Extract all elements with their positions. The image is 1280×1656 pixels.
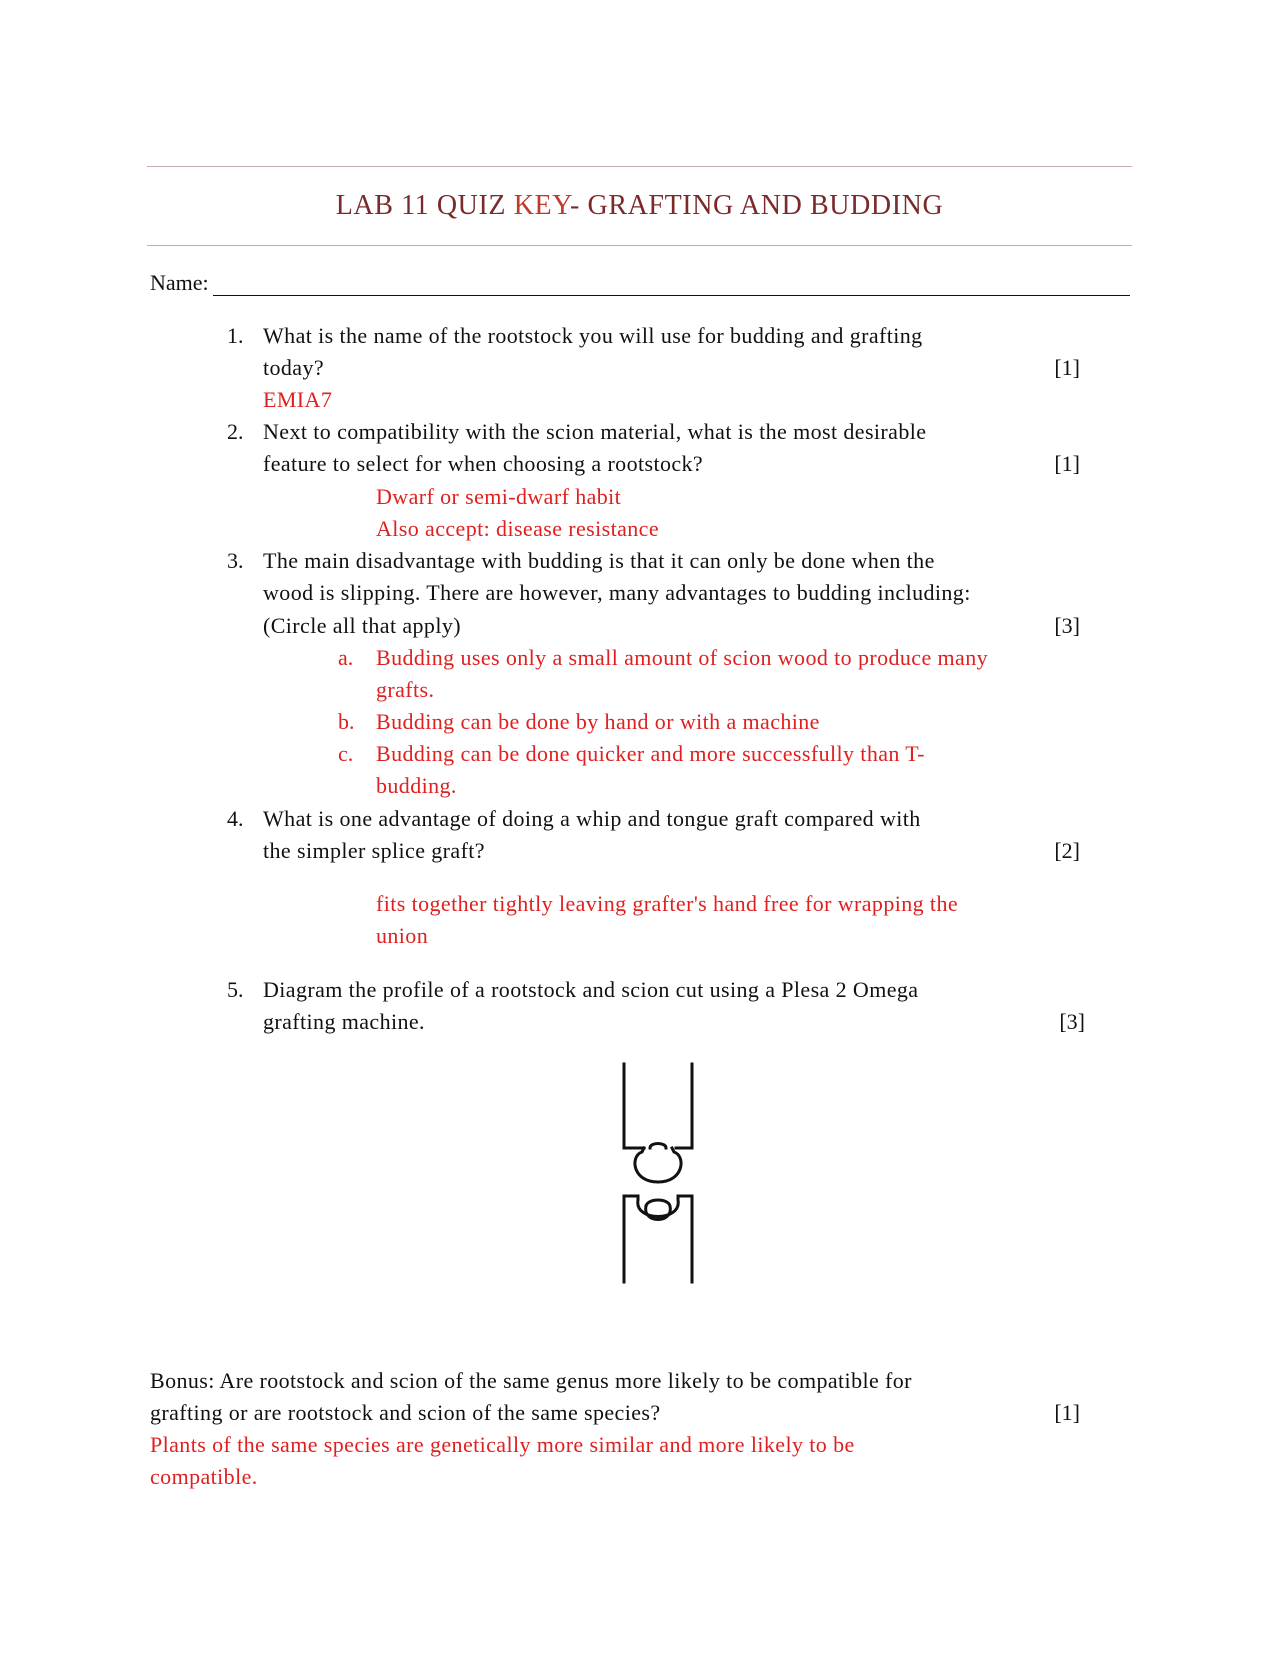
title-key: KEY — [513, 190, 570, 221]
bonus-line-1: Bonus: Are rootstock and scion of the same genus more likely to be compatible for — [150, 1368, 912, 1393]
q1-line-2: today? — [263, 355, 325, 380]
q3-option-b-line-1: Budding can be done by hand or with a machine — [376, 709, 820, 734]
q2-answer-2: Also accept: disease resistance — [376, 516, 660, 541]
bonus-points: [1] — [1054, 1400, 1080, 1425]
name-label: Name: — [150, 270, 209, 295]
q2-line-2: feature to select for when choosing a rootstock? — [263, 451, 704, 476]
q3-line-2: wood is slipping. There are however, many advantages to budding including: — [263, 580, 971, 605]
q4-answer-2: union — [376, 923, 429, 948]
q4-number: 4. — [227, 806, 244, 831]
q4-line-2: the simpler splice graft? — [263, 838, 485, 863]
q3-option-a-letter: a. — [338, 645, 354, 670]
q3-line-3: (Circle all that apply) — [263, 613, 461, 638]
top-rule — [147, 166, 1132, 167]
q5-line-1: Diagram the profile of a rootstock and scion cut using a Plesa 2 Omega — [263, 977, 919, 1002]
bonus-answer-2: compatible. — [150, 1464, 258, 1489]
q1-answer: EMIA7 — [263, 387, 333, 412]
q2-answer-1: Dwarf or semi-dwarf habit — [376, 484, 622, 509]
q1-line-1: What is the name of the rootstock you will use for budding and grafting — [263, 323, 923, 348]
title-main: LAB 11 QUIZ — [335, 190, 514, 221]
bonus-answer-1: Plants of the same species are genetically more similar and more likely to be — [150, 1432, 855, 1457]
rootstock-profile — [624, 1064, 692, 1148]
q4-points: [2] — [1054, 838, 1080, 863]
q3-points: [3] — [1054, 613, 1080, 638]
page-title — [147, 190, 1132, 222]
bottom-rule — [147, 245, 1132, 246]
q3-option-a-line-1: Budding uses only a small amount of scion wood to produce many — [376, 645, 988, 670]
q3-option-c-line-2: budding. — [376, 773, 457, 798]
q2-points: [1] — [1054, 451, 1080, 476]
name-field[interactable] — [150, 270, 1130, 296]
q3-option-c-letter: c. — [338, 741, 354, 766]
rootstock-omega-inner — [650, 1144, 666, 1149]
name-blank[interactable] — [213, 275, 1130, 296]
q3-option-a-line-2: grafts. — [376, 677, 435, 702]
rootstock-omega-tongue — [635, 1148, 681, 1182]
q3-number: 3. — [227, 548, 244, 573]
q5-points: [3] — [1059, 1009, 1085, 1034]
q3-option-b-letter: b. — [338, 709, 355, 734]
q5-number: 5. — [227, 977, 244, 1002]
scion-profile — [624, 1196, 692, 1282]
bonus-line-2: grafting or are rootstock and scion of the same species? — [150, 1400, 661, 1425]
q3-line-1: The main disadvantage with budding is that it can only be done when the — [263, 548, 935, 573]
q4-line-1: What is one advantage of doing a whip and tongue graft compared with — [263, 806, 921, 831]
q2-line-1: Next to compatibility with the scion material, what is the most desirable — [263, 419, 927, 444]
omega-graft-diagram — [610, 1060, 700, 1290]
q1-points: [1] — [1054, 355, 1080, 380]
q1-number: 1. — [227, 323, 244, 348]
q4-answer-1: fits together tightly leaving grafter's hand free for wrapping the — [376, 891, 959, 916]
title-rest: - GRAFTING AND BUDDING — [569, 190, 944, 221]
q2-number: 2. — [227, 419, 244, 444]
q5-line-2: grafting machine. — [263, 1009, 425, 1034]
q3-option-c-line-1: Budding can be done quicker and more successfully than T- — [376, 741, 925, 766]
